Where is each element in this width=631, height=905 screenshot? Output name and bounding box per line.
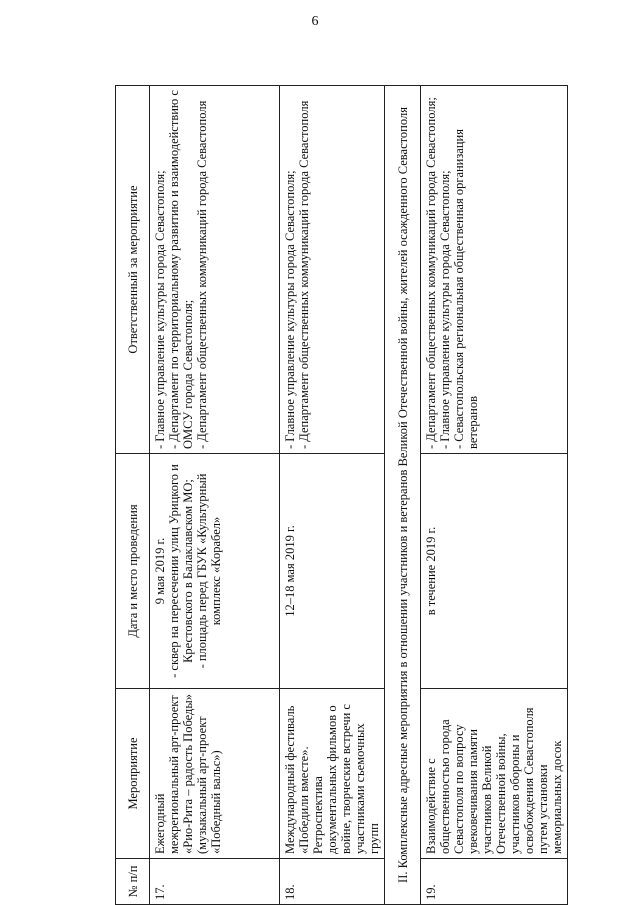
resp-line: - Главное управление культуры города Севастополя; [438, 170, 452, 449]
row-date [150, 454, 280, 689]
row-responsible [421, 86, 568, 454]
row-responsible [280, 86, 385, 454]
header-num: № п/п [116, 859, 150, 905]
resp-line: - Департамент общественных коммуникаций города Севастополя; [424, 97, 438, 449]
resp-line: - Главное управление культуры города Севастополя; [283, 170, 297, 449]
section-title: II. Комплексные адресные мероприятия в отношении участников и ветеранов Великой Отечественной войны, жителей осажденного Севастополя [385, 86, 421, 905]
row-num: 19. [421, 859, 568, 905]
page-number: 6 [311, 14, 319, 29]
section-row [385, 86, 421, 905]
table-row [421, 86, 568, 905]
date-line: 9 мая 2019 г. [153, 537, 167, 605]
row-num: 18. [280, 859, 385, 905]
table-row [280, 86, 385, 905]
date-line: - площадь перед ГБУК «Культурный комплекс «Корабел» [195, 473, 223, 669]
table-row [150, 86, 280, 905]
row-date [280, 454, 385, 689]
header-responsible: Ответственный за мероприятие [116, 86, 150, 454]
row-responsible [150, 86, 280, 454]
date-line: 12–18 мая 2019 г. [283, 525, 297, 617]
row-event: Ежегодный межрегиональный арт-проект «Рио-Рита – радость Победы» (музыкальный арт-проект «Победный вальс») [150, 689, 280, 859]
date-line: в течение 2019 г. [424, 526, 438, 616]
row-event: Международный фестиваль «Победили вместе». Ретроспектива документальных фильмов о войне, творческие встречи с участниками съемочных групп [280, 689, 385, 859]
row-num: 17. [150, 859, 280, 905]
row-event: Взаимодействие с общественностью города Севастополя по вопросу увековечивания памяти участников Великой Отечественной войны, участников обороны и освобождения Севастополя путем установки мемориальных досок [421, 689, 568, 859]
table-header-row [116, 86, 150, 905]
date-line: - сквер на пересечении улиц Урицкого и Крестовского в Балаклавском МО; [167, 464, 195, 678]
row-date [421, 454, 568, 689]
header-date: Дата и место проведения [116, 454, 150, 689]
resp-line: - Главное управление культуры города Севастополя; [153, 170, 167, 449]
header-event: Мероприятие [116, 689, 150, 859]
resp-line: - Департамент по территориальному развитию и взаимодействию с ОМСУ города Севастополя; [167, 90, 195, 449]
resp-line: - Департамент общественных коммуникаций города Севастополя [297, 100, 311, 449]
resp-line: - Департамент общественных коммуникаций города Севастополя [195, 100, 209, 449]
resp-line: - Севастопольская региональная общественная организация ветеранов [452, 129, 480, 449]
events-table [115, 85, 568, 905]
